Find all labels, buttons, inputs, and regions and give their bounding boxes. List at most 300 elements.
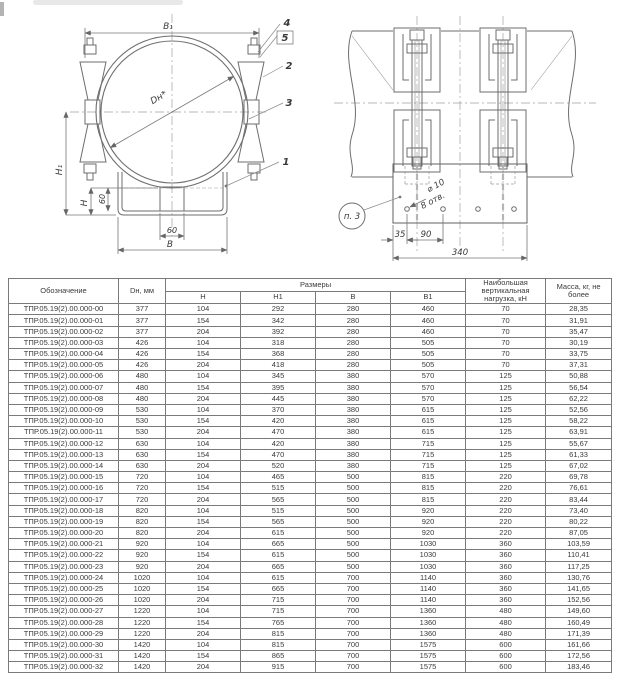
cell-b1: 460 — [391, 315, 466, 326]
cell-b1: 1575 — [391, 651, 466, 662]
dim-label-h1: H₁ — [55, 164, 65, 176]
cell-load: 360 — [466, 572, 546, 583]
cell-designation: ТПР.05.19(2).00.000-18 — [9, 505, 119, 516]
callout-1: 1 — [282, 157, 290, 168]
cell-mass: 58,22 — [546, 416, 612, 427]
cell-h: 104 — [166, 404, 241, 415]
cell-h: 104 — [166, 472, 241, 483]
callout-3: 3 — [285, 98, 293, 109]
cell-h1: 395 — [241, 382, 316, 393]
table-row — [9, 460, 612, 471]
table-row — [9, 494, 612, 505]
cell-h: 204 — [166, 494, 241, 505]
dim-label-h: H — [80, 199, 90, 207]
cell-dn: 480 — [119, 382, 166, 393]
cell-h: 204 — [166, 326, 241, 337]
cell-h: 204 — [166, 460, 241, 471]
cell-dn: 377 — [119, 315, 166, 326]
cell-designation: ТПР.05.19(2).00.000-31 — [9, 651, 119, 662]
cell-h1: 342 — [241, 315, 316, 326]
cell-mass: 37,31 — [546, 360, 612, 371]
cell-h: 204 — [166, 662, 241, 673]
cell-dn: 530 — [119, 427, 166, 438]
cell-h: 204 — [166, 427, 241, 438]
table-row — [9, 617, 612, 628]
bolt-assemblies — [394, 28, 526, 172]
cell-dn: 720 — [119, 483, 166, 494]
cell-load: 600 — [466, 639, 546, 650]
cell-mass: 33,75 — [546, 349, 612, 360]
cell-b1: 505 — [391, 349, 466, 360]
cell-load: 125 — [466, 427, 546, 438]
cell-h1: 615 — [241, 550, 316, 561]
cell-h: 104 — [166, 606, 241, 617]
cell-dn: 1020 — [119, 595, 166, 606]
table-row — [9, 550, 612, 561]
cell-load: 125 — [466, 371, 546, 382]
cell-dn: 480 — [119, 371, 166, 382]
cell-b1: 715 — [391, 460, 466, 471]
cell-designation: ТПР.05.19(2).00.000-20 — [9, 528, 119, 539]
cell-designation: ТПР.05.19(2).00.000-25 — [9, 583, 119, 594]
scan-artifact-band — [33, 0, 183, 5]
cell-h1: 318 — [241, 337, 316, 348]
cell-b1: 460 — [391, 326, 466, 337]
cell-designation: ТПР.05.19(2).00.000-30 — [9, 639, 119, 650]
cell-dn: 1020 — [119, 583, 166, 594]
header-b: B — [316, 291, 391, 304]
cell-designation: ТПР.05.19(2).00.000-03 — [9, 337, 119, 348]
cell-b: 500 — [316, 516, 391, 527]
cell-mass: 160,49 — [546, 617, 612, 628]
cell-designation: ТПР.05.19(2).00.000-29 — [9, 628, 119, 639]
header-dn: Dн, мм — [119, 279, 166, 304]
spec-table-body — [9, 304, 612, 673]
cell-h: 104 — [166, 572, 241, 583]
cell-h1: 392 — [241, 326, 316, 337]
front-view-drawing — [0, 0, 310, 274]
cell-b: 500 — [316, 528, 391, 539]
cell-dn: 820 — [119, 516, 166, 527]
cell-mass: 63,91 — [546, 427, 612, 438]
dim-label-60-vert: 60 — [98, 193, 107, 205]
dim-label-b: B — [166, 240, 174, 250]
dim-label-60-horiz: 60 — [166, 226, 178, 235]
cell-b: 280 — [316, 326, 391, 337]
table-row — [9, 628, 612, 639]
cell-mass: 73,40 — [546, 505, 612, 516]
cell-load: 220 — [466, 494, 546, 505]
cell-b: 500 — [316, 505, 391, 516]
cell-mass: 152,56 — [546, 595, 612, 606]
cell-mass: 30,19 — [546, 337, 612, 348]
cell-dn: 630 — [119, 449, 166, 460]
cell-designation: ТПР.05.19(2).00.000-09 — [9, 404, 119, 415]
cell-mass: 69,78 — [546, 472, 612, 483]
cell-designation: ТПР.05.19(2).00.000-05 — [9, 360, 119, 371]
cell-b1: 570 — [391, 371, 466, 382]
cell-h1: 565 — [241, 516, 316, 527]
cell-designation: ТПР.05.19(2).00.000-24 — [9, 572, 119, 583]
cell-b: 380 — [316, 438, 391, 449]
cell-b1: 505 — [391, 360, 466, 371]
cell-h1: 615 — [241, 528, 316, 539]
cell-mass: 87,05 — [546, 528, 612, 539]
spec-table-header — [9, 279, 612, 304]
table-row — [9, 539, 612, 550]
cell-h1: 420 — [241, 416, 316, 427]
cell-b1: 1140 — [391, 572, 466, 583]
cell-mass: 31,91 — [546, 315, 612, 326]
cell-dn: 1220 — [119, 628, 166, 639]
cell-dn: 426 — [119, 360, 166, 371]
cell-h1: 715 — [241, 595, 316, 606]
cell-designation: ТПР.05.19(2).00.000-02 — [9, 326, 119, 337]
cell-load: 360 — [466, 550, 546, 561]
cell-b1: 1575 — [391, 639, 466, 650]
cell-h: 154 — [166, 349, 241, 360]
cell-h: 104 — [166, 371, 241, 382]
table-row — [9, 639, 612, 650]
cell-designation: ТПР.05.19(2).00.000-14 — [9, 460, 119, 471]
cell-load: 125 — [466, 416, 546, 427]
cell-b: 700 — [316, 651, 391, 662]
table-row — [9, 528, 612, 539]
hole-diameter-label: ⌀ 10 — [425, 177, 447, 196]
cell-designation: ТПР.05.19(2).00.000-15 — [9, 472, 119, 483]
table-row — [9, 583, 612, 594]
table-row — [9, 326, 612, 337]
cell-mass: 110,41 — [546, 550, 612, 561]
cell-b: 700 — [316, 617, 391, 628]
cell-designation: ТПР.05.19(2).00.000-17 — [9, 494, 119, 505]
cell-b1: 920 — [391, 516, 466, 527]
cell-designation: ТПР.05.19(2).00.000-32 — [9, 662, 119, 673]
cell-dn: 530 — [119, 416, 166, 427]
dim-label-dn: Dн* — [148, 89, 170, 107]
table-row — [9, 382, 612, 393]
cell-designation: ТПР.05.19(2).00.000-26 — [9, 595, 119, 606]
cell-mass: 172,56 — [546, 651, 612, 662]
cell-h1: 515 — [241, 505, 316, 516]
cell-b: 380 — [316, 460, 391, 471]
cell-load: 70 — [466, 360, 546, 371]
cell-load: 125 — [466, 449, 546, 460]
cell-h: 104 — [166, 438, 241, 449]
cell-b1: 715 — [391, 449, 466, 460]
cell-mass: 67,02 — [546, 460, 612, 471]
cell-b: 500 — [316, 494, 391, 505]
cell-mass: 62,22 — [546, 393, 612, 404]
cell-b1: 1360 — [391, 606, 466, 617]
cell-b1: 1140 — [391, 595, 466, 606]
table-row — [9, 561, 612, 572]
cell-mass: 83,44 — [546, 494, 612, 505]
cell-h1: 565 — [241, 494, 316, 505]
cell-designation: ТПР.05.19(2).00.000-21 — [9, 539, 119, 550]
cell-b1: 615 — [391, 416, 466, 427]
scan-artifact-tick — [0, 2, 4, 16]
cell-b1: 920 — [391, 505, 466, 516]
cell-designation: ТПР.05.19(2).00.000-12 — [9, 438, 119, 449]
cell-h: 204 — [166, 360, 241, 371]
cell-dn: 1220 — [119, 617, 166, 628]
cell-b: 380 — [316, 416, 391, 427]
cell-dn: 1420 — [119, 662, 166, 673]
cell-mass: 52,56 — [546, 404, 612, 415]
cell-b: 380 — [316, 382, 391, 393]
table-row — [9, 516, 612, 527]
cell-b: 380 — [316, 371, 391, 382]
cell-h1: 520 — [241, 460, 316, 471]
cell-mass: 80,22 — [546, 516, 612, 527]
cell-load: 600 — [466, 662, 546, 673]
cell-h1: 665 — [241, 561, 316, 572]
cell-h: 154 — [166, 449, 241, 460]
cell-designation: ТПР.05.19(2).00.000-11 — [9, 427, 119, 438]
cell-designation: ТПР.05.19(2).00.000-23 — [9, 561, 119, 572]
cell-mass: 61,33 — [546, 449, 612, 460]
cell-h: 104 — [166, 337, 241, 348]
cell-b: 700 — [316, 639, 391, 650]
spec-table — [8, 278, 612, 673]
cell-load: 125 — [466, 438, 546, 449]
cell-load: 70 — [466, 304, 546, 315]
cell-b: 700 — [316, 595, 391, 606]
cell-dn: 820 — [119, 528, 166, 539]
side-view-drawing — [310, 0, 619, 274]
table-row — [9, 438, 612, 449]
cell-mass: 141,65 — [546, 583, 612, 594]
cell-b: 380 — [316, 427, 391, 438]
table-row — [9, 337, 612, 348]
cell-load: 220 — [466, 472, 546, 483]
cell-designation: ТПР.05.19(2).00.000-19 — [9, 516, 119, 527]
cell-dn: 1020 — [119, 572, 166, 583]
table-row — [9, 595, 612, 606]
cell-b: 280 — [316, 304, 391, 315]
cell-designation: ТПР.05.19(2).00.000-13 — [9, 449, 119, 460]
cell-b: 700 — [316, 572, 391, 583]
cell-b: 280 — [316, 349, 391, 360]
callout-2: 2 — [285, 61, 293, 72]
cell-b1: 1140 — [391, 583, 466, 594]
cell-b1: 460 — [391, 304, 466, 315]
table-row — [9, 572, 612, 583]
cell-mass: 117,25 — [546, 561, 612, 572]
cell-b: 500 — [316, 483, 391, 494]
cell-mass: 55,67 — [546, 438, 612, 449]
cell-dn: 820 — [119, 505, 166, 516]
cell-dn: 720 — [119, 472, 166, 483]
cell-b1: 615 — [391, 427, 466, 438]
cell-b: 280 — [316, 337, 391, 348]
cell-b: 280 — [316, 360, 391, 371]
table-row — [9, 606, 612, 617]
cell-designation: ТПР.05.19(2).00.000-01 — [9, 315, 119, 326]
cell-load: 360 — [466, 539, 546, 550]
cell-designation: ТПР.05.19(2).00.000-16 — [9, 483, 119, 494]
cell-b1: 1030 — [391, 550, 466, 561]
cell-h1: 815 — [241, 628, 316, 639]
header-b1: B1 — [391, 291, 466, 304]
cell-load: 70 — [466, 349, 546, 360]
cell-h: 154 — [166, 382, 241, 393]
cell-designation: ТПР.05.19(2).00.000-22 — [9, 550, 119, 561]
cell-load: 125 — [466, 404, 546, 415]
cell-h: 104 — [166, 505, 241, 516]
cell-h1: 465 — [241, 472, 316, 483]
cell-h: 154 — [166, 550, 241, 561]
table-row — [9, 483, 612, 494]
header-h: H — [166, 291, 241, 304]
header-sizes: Размеры — [166, 279, 466, 292]
cell-h1: 418 — [241, 360, 316, 371]
cell-mass: 35,47 — [546, 326, 612, 337]
cell-dn: 377 — [119, 326, 166, 337]
cell-b: 380 — [316, 449, 391, 460]
table-row — [9, 505, 612, 516]
cell-h1: 470 — [241, 427, 316, 438]
cell-load: 480 — [466, 606, 546, 617]
cell-h1: 865 — [241, 651, 316, 662]
cell-load: 70 — [466, 337, 546, 348]
cell-h1: 345 — [241, 371, 316, 382]
cell-mass: 50,88 — [546, 371, 612, 382]
cell-h: 104 — [166, 539, 241, 550]
dim-label-340: 340 — [451, 248, 469, 258]
cell-mass: 28,35 — [546, 304, 612, 315]
table-row — [9, 651, 612, 662]
table-row — [9, 349, 612, 360]
cell-b1: 505 — [391, 337, 466, 348]
cell-b1: 1030 — [391, 539, 466, 550]
dim-label-b1: B₁ — [163, 22, 173, 32]
cell-b: 700 — [316, 628, 391, 639]
cell-dn: 426 — [119, 337, 166, 348]
cell-h: 154 — [166, 583, 241, 594]
cell-b1: 570 — [391, 393, 466, 404]
cell-b: 500 — [316, 561, 391, 572]
table-row — [9, 416, 612, 427]
cell-mass: 56,54 — [546, 382, 612, 393]
cell-b: 280 — [316, 315, 391, 326]
cell-h1: 420 — [241, 438, 316, 449]
header-h1: H1 — [241, 291, 316, 304]
cell-designation: ТПР.05.19(2).00.000-06 — [9, 371, 119, 382]
cell-b: 380 — [316, 393, 391, 404]
cell-b: 380 — [316, 404, 391, 415]
table-row — [9, 360, 612, 371]
cell-h1: 292 — [241, 304, 316, 315]
cell-dn: 920 — [119, 539, 166, 550]
cell-b1: 815 — [391, 494, 466, 505]
cell-dn: 630 — [119, 460, 166, 471]
cell-h: 204 — [166, 561, 241, 572]
cell-h1: 470 — [241, 449, 316, 460]
cell-designation: ТПР.05.19(2).00.000-27 — [9, 606, 119, 617]
cell-b: 700 — [316, 606, 391, 617]
centerlines — [334, 16, 596, 252]
cell-h: 204 — [166, 393, 241, 404]
cell-dn: 377 — [119, 304, 166, 315]
cell-h1: 370 — [241, 404, 316, 415]
cell-h: 204 — [166, 528, 241, 539]
cell-dn: 530 — [119, 404, 166, 415]
cell-b1: 615 — [391, 404, 466, 415]
cell-designation: ТПР.05.19(2).00.000-08 — [9, 393, 119, 404]
table-row — [9, 371, 612, 382]
cell-designation: ТПР.05.19(2).00.000-04 — [9, 349, 119, 360]
cell-mass: 161,66 — [546, 639, 612, 650]
cell-h: 154 — [166, 416, 241, 427]
drawing-area — [0, 0, 619, 274]
cell-dn: 920 — [119, 561, 166, 572]
cell-load: 360 — [466, 595, 546, 606]
cell-h1: 815 — [241, 639, 316, 650]
table-row — [9, 449, 612, 460]
table-row — [9, 304, 612, 315]
cell-load: 125 — [466, 382, 546, 393]
cell-h: 104 — [166, 639, 241, 650]
cell-dn: 720 — [119, 494, 166, 505]
table-row — [9, 472, 612, 483]
cell-load: 220 — [466, 516, 546, 527]
table-row — [9, 393, 612, 404]
table-row — [9, 315, 612, 326]
cell-h1: 765 — [241, 617, 316, 628]
table-row — [9, 427, 612, 438]
header-mass: Масса, кг, не более — [546, 279, 612, 304]
cell-dn: 1420 — [119, 651, 166, 662]
cell-dn: 426 — [119, 349, 166, 360]
cell-b: 700 — [316, 662, 391, 673]
cell-load: 600 — [466, 651, 546, 662]
callout-5: 5 — [281, 33, 289, 44]
cell-b1: 920 — [391, 528, 466, 539]
hole-count-label: 8 отв. — [419, 190, 447, 212]
cell-load: 480 — [466, 628, 546, 639]
cell-mass: 171,39 — [546, 628, 612, 639]
cell-b1: 815 — [391, 472, 466, 483]
cell-h1: 915 — [241, 662, 316, 673]
cell-dn: 1220 — [119, 606, 166, 617]
callout-4: 4 — [283, 18, 291, 29]
cell-h: 154 — [166, 516, 241, 527]
cell-mass: 183,46 — [546, 662, 612, 673]
cell-mass: 149,60 — [546, 606, 612, 617]
cell-b: 700 — [316, 583, 391, 594]
cell-dn: 920 — [119, 550, 166, 561]
cell-load: 360 — [466, 583, 546, 594]
header-load: Наибольшая вертикальная нагрузка, кН — [466, 279, 546, 304]
cell-load: 70 — [466, 326, 546, 337]
cell-dn: 630 — [119, 438, 166, 449]
cell-designation: ТПР.05.19(2).00.000-07 — [9, 382, 119, 393]
cell-designation: ТПР.05.19(2).00.000-00 — [9, 304, 119, 315]
cell-h1: 445 — [241, 393, 316, 404]
pipe-break-lines — [349, 31, 576, 177]
cell-b: 500 — [316, 550, 391, 561]
cell-b1: 1030 — [391, 561, 466, 572]
cell-h: 204 — [166, 595, 241, 606]
cell-b1: 1360 — [391, 617, 466, 628]
cell-b1: 815 — [391, 483, 466, 494]
cell-b1: 1575 — [391, 662, 466, 673]
cell-load: 125 — [466, 460, 546, 471]
cell-h1: 715 — [241, 606, 316, 617]
cell-b1: 715 — [391, 438, 466, 449]
